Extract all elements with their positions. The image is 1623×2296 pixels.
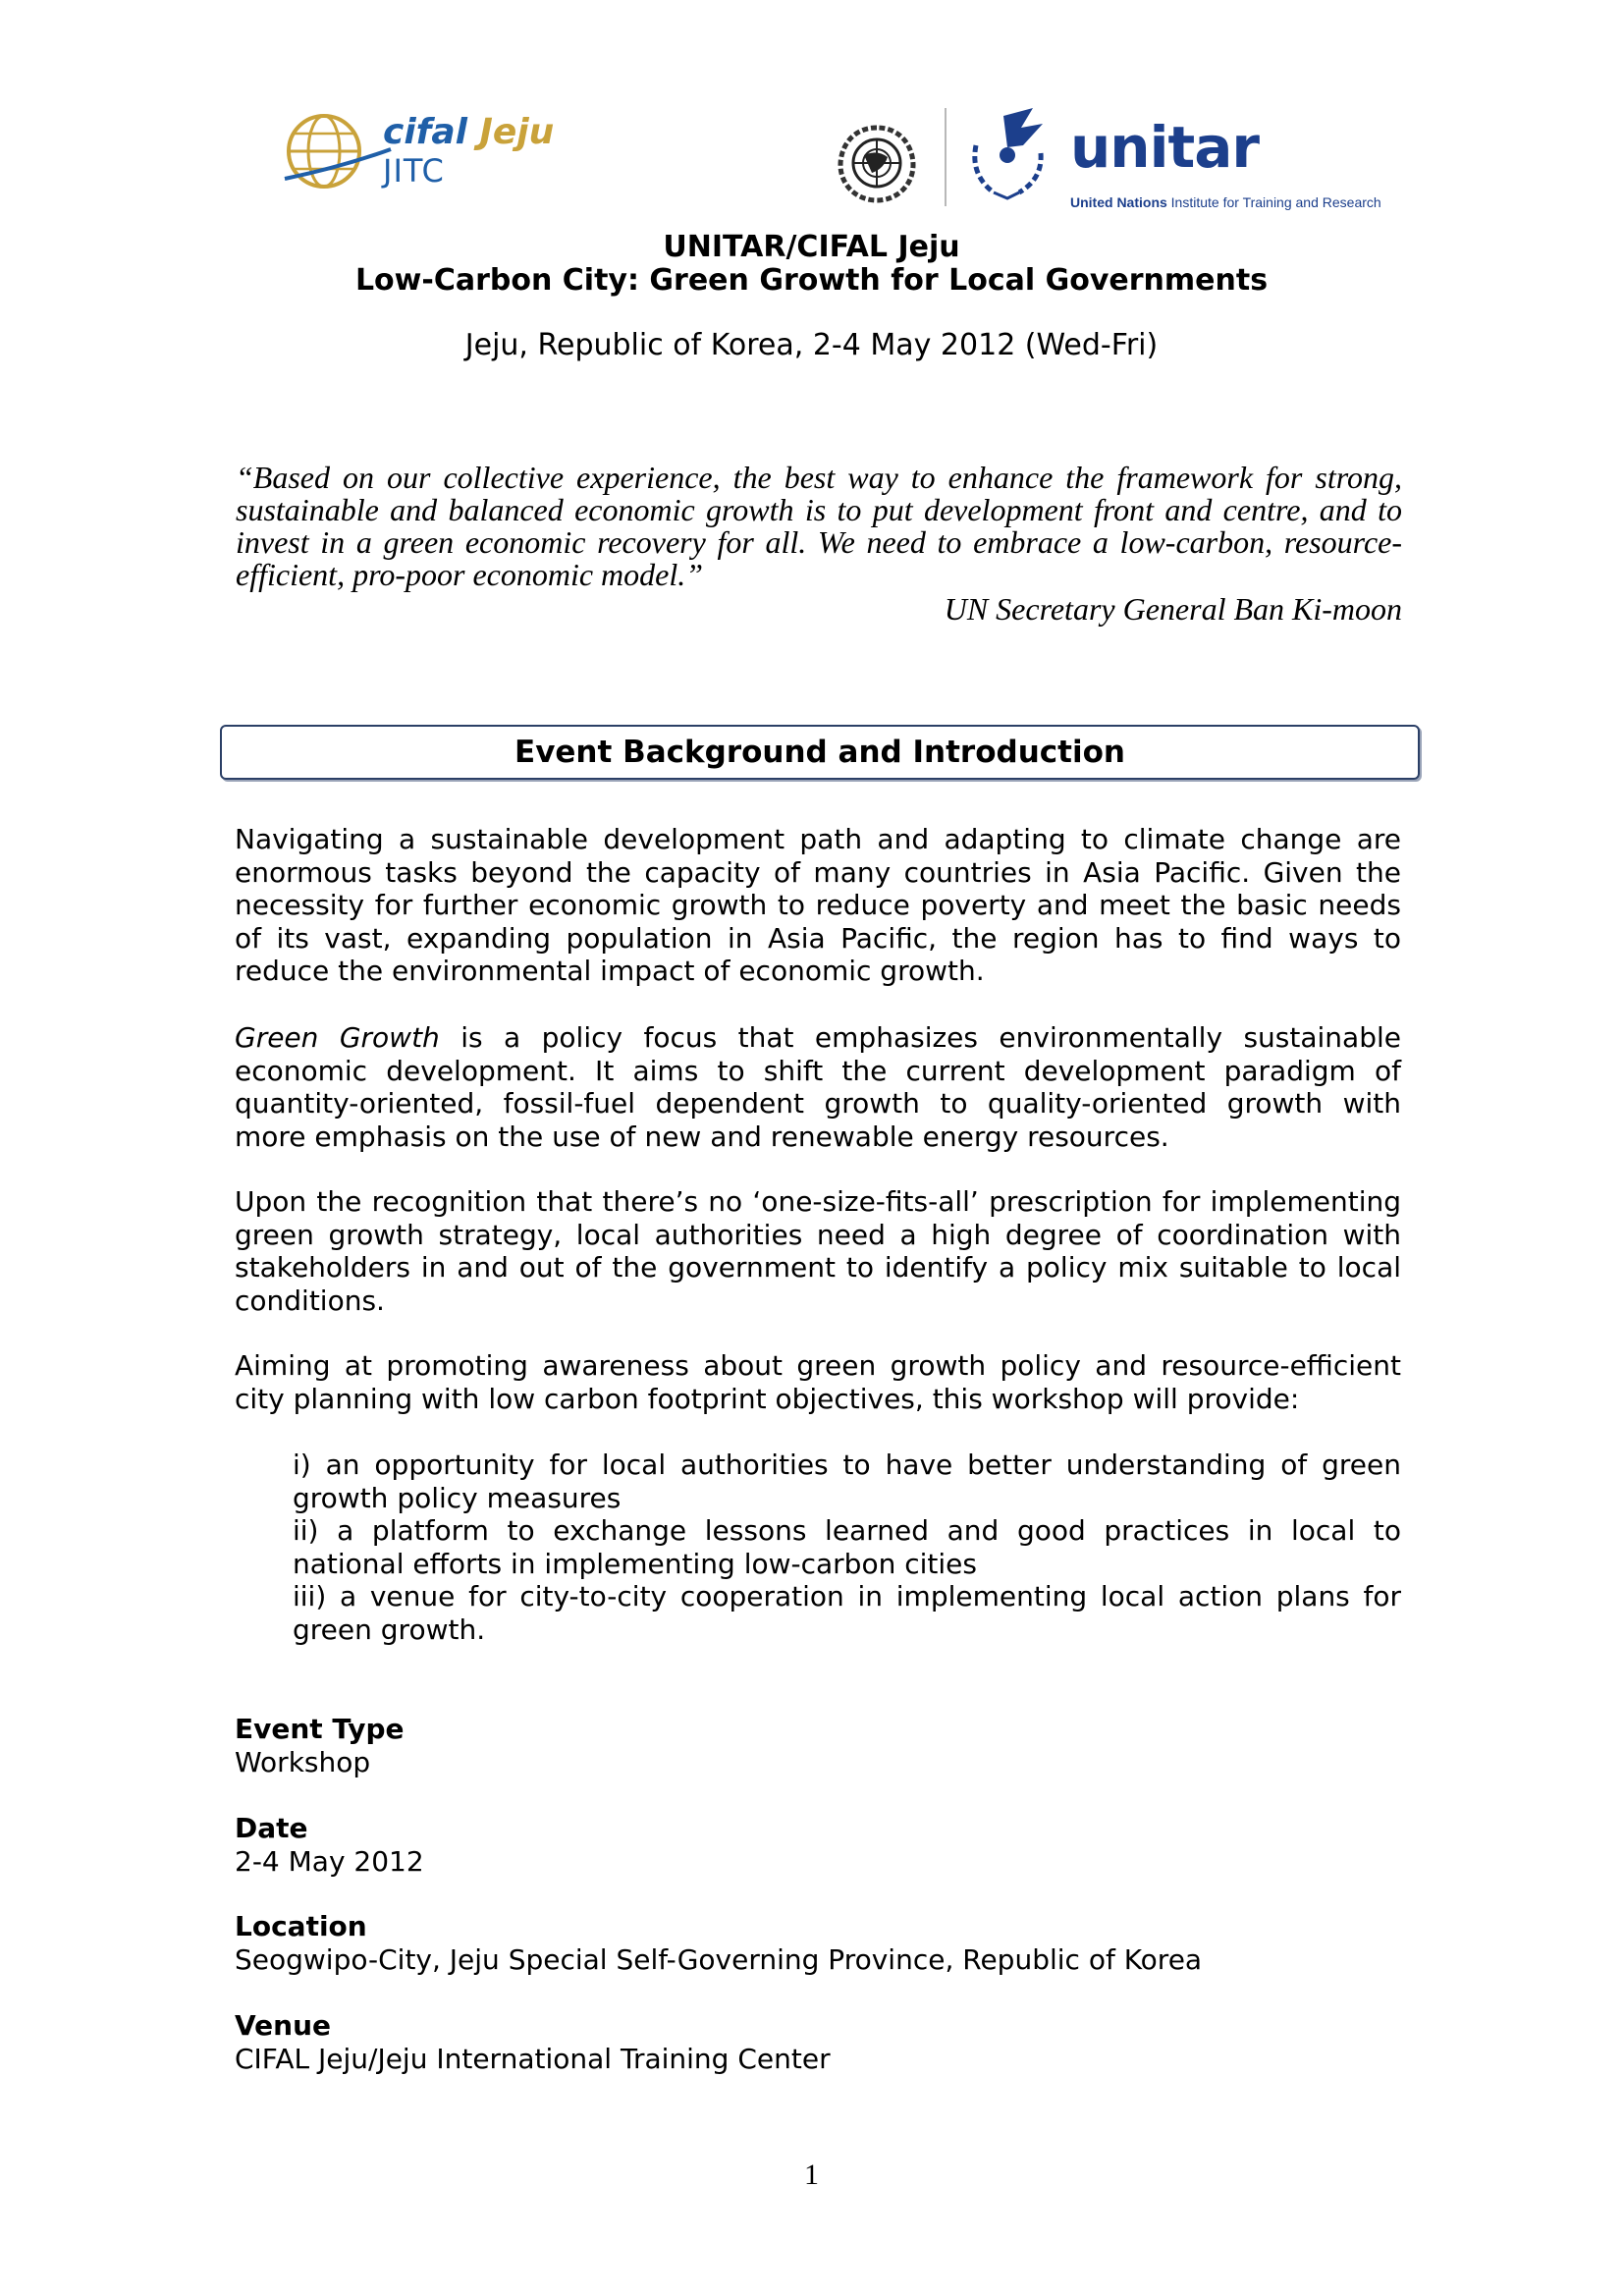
- paragraph-3: Upon the recognition that there’s no ‘one-size-fits-all’ prescription for implementing green growth strategy, local authorities need a high degree of coordination with stakeholders in and out of the government to identify a policy mix suitable to local conditions.: [235, 1185, 1401, 1317]
- paragraph-1: Navigating a sustainable development path and adapting to climate change are enormous tasks beyond the capacity of many countries in Asia Pacific. Given the necessity for further economic growth to reduce poverty and meet the basic needs of its vast, expanding population in Asia Pacific, the region has to find ways to reduce the environmental impact of economic growth.: [235, 823, 1401, 987]
- list-item: i) an opportunity for local authorities to have better understanding of green growth policy measures: [293, 1449, 1401, 1514]
- quote-text: “Based on our collective experience, the best way to enhance the framework for strong, sustainable and balanced economic growth is to put development front and centre, and to invest in a green economic recovery for all. We need to embrace a low-carbon, resource-efficient, pro-poor economic model.”: [236, 460, 1402, 592]
- document-subtitle: Low-Carbon City: Green Growth for Local Governments: [354, 263, 1269, 298]
- date-label: Date: [235, 1812, 308, 1844]
- green-growth-emphasis: Green Growth: [235, 1021, 440, 1054]
- logo-divider: [945, 108, 947, 206]
- cifal-name: cifal Jeju: [383, 112, 555, 152]
- globe-icon: [285, 116, 391, 187]
- document-title: UNITAR/CIFAL Jeju: [663, 230, 960, 264]
- location-value: Seogwipo-City, Jeju Special Self-Governing Province, Republic of Korea: [235, 1943, 1203, 1976]
- cifal-wordmark: [383, 112, 554, 189]
- date-value: 2-4 May 2012: [235, 1845, 424, 1878]
- un-emblem-icon: [833, 120, 921, 208]
- unitar-tagline: United Nations Institute for Training and Research: [1070, 194, 1381, 210]
- list-item: iii) a venue for city-to-city cooperation in implementing local action plans for green growth.: [293, 1580, 1401, 1646]
- paragraph-4: Aiming at promoting awareness about green growth policy and resource-efficient city planning with low carbon footprint objectives, this workshop will provide:: [235, 1349, 1401, 1415]
- quote-author: UN Secretary General Ban Ki-moon: [944, 591, 1402, 627]
- event-type-label: Event Type: [235, 1713, 405, 1745]
- page-number: 1: [804, 2159, 819, 2191]
- location-label: Location: [235, 1910, 367, 1942]
- list-item: ii) a platform to exchange lessons learned and good practices in local to national efforts in implementing low-carbon cities: [293, 1514, 1401, 1580]
- unitar-emblem-icon: [964, 106, 1053, 200]
- unitar-wordmark: unitar: [1070, 114, 1259, 181]
- section-header-box: [220, 725, 1420, 780]
- event-type-value: Workshop: [235, 1746, 371, 1778]
- venue-value: CIFAL Jeju/Jeju International Training Center: [235, 2043, 831, 2075]
- paragraph-2: Green Growth is a policy focus that emphasizes environmentally sustainable economic development. It aims to shift the current development paradigm of quantity-oriented, fossil-fuel dependent growth to quality-oriented growth with more emphasis on the use of new and renewable energy resources.: [235, 1021, 1401, 1153]
- cifal-sub: JITC: [383, 152, 445, 190]
- section-title: Event Background and Introduction: [514, 735, 1125, 770]
- event-location-date: Jeju, Republic of Korea, 2-4 May 2012 (Wed-Fri): [464, 328, 1159, 362]
- venue-label: Venue: [235, 2009, 331, 2042]
